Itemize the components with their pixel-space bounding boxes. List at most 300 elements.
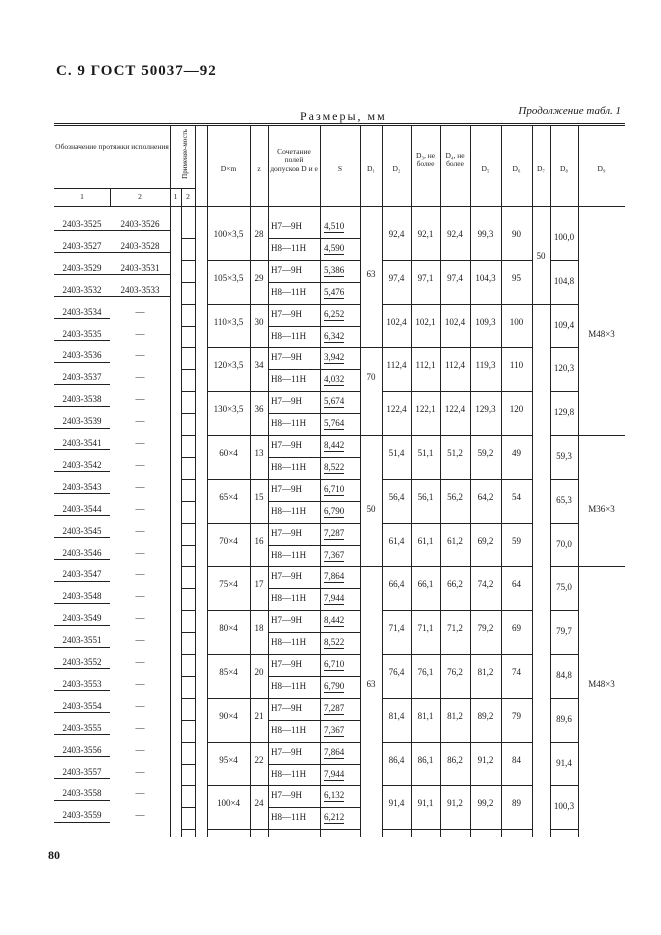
d3-value: 56,1 (417, 491, 434, 502)
tolerance-combo: H8—11H (271, 549, 307, 560)
d5-value: 64,2 (477, 491, 494, 502)
rule-line (268, 369, 360, 370)
col-header-d7: D₇ (536, 164, 546, 173)
d4-value: 76,2 (447, 667, 463, 678)
d5-value: 99,3 (477, 229, 494, 240)
rule-line (268, 326, 360, 327)
rule-line (550, 479, 578, 480)
d8-value: 70,0 (556, 538, 572, 549)
col-sub-2: 2 (138, 192, 142, 201)
col-header-d6: D₆ (512, 164, 521, 173)
rule-line (382, 610, 532, 611)
designation-2: — (135, 766, 145, 777)
d3-value: 122,1 (415, 404, 436, 415)
rule-line (550, 304, 578, 305)
dxm-value: 60×4 (219, 448, 238, 459)
tolerance-combo: H7—9H (271, 264, 302, 275)
rule-line (268, 413, 360, 414)
col-header-d9: D₉ (597, 164, 606, 173)
d6-value: 95 (512, 272, 521, 283)
s-value: 6,212 (324, 812, 345, 823)
dxm-value: 95×4 (219, 754, 238, 765)
dxm-value: 100×4 (216, 798, 241, 809)
designation-1: 2403-3538 (54, 395, 110, 406)
designation-2: — (135, 547, 145, 558)
d8-value: 129,8 (553, 407, 575, 418)
designation-1: 2403-3558 (54, 789, 110, 800)
d6-value: 49 (512, 448, 521, 459)
designation-1: 2403-3556 (54, 746, 110, 757)
rule-line (181, 238, 195, 239)
rule-line (268, 238, 360, 239)
rule-line (382, 523, 532, 524)
rule-line (382, 479, 532, 480)
d6-value: 100 (509, 316, 524, 327)
column-rule (181, 188, 182, 837)
dxm-value: 75×4 (219, 579, 238, 590)
d5-value: 59,2 (477, 448, 494, 459)
rule-line (181, 304, 195, 305)
s-value: 6,790 (324, 680, 345, 691)
col-header-d1: D₁ (366, 164, 376, 173)
s-value: 7,287 (324, 527, 345, 538)
rule-line (382, 566, 532, 567)
col-header-d3: D₃, не более (415, 151, 436, 169)
d6-value: 64 (512, 579, 521, 590)
s-value: 6,342 (324, 330, 345, 341)
column-rule (578, 125, 579, 837)
rule-line (550, 742, 578, 743)
s-value: 4,510 (324, 221, 345, 231)
d2-value: 91,4 (388, 798, 405, 809)
d2-value: 56,4 (388, 491, 405, 502)
col-header-d5: D₅ (481, 164, 490, 173)
dimensions-caption: Размеры, мм (300, 109, 387, 123)
designation-2: — (135, 744, 145, 755)
designation-1: 2403-3535 (54, 330, 110, 341)
rule-line (181, 479, 195, 480)
rule-line (268, 829, 360, 830)
tolerance-combo: H7—9H (271, 527, 302, 538)
designation-2: — (135, 372, 145, 383)
s-value: 4,590 (324, 242, 345, 253)
tolerance-combo: H8—11H (271, 242, 307, 253)
tolerance-combo: H8—11H (271, 812, 307, 823)
column-rule (268, 125, 269, 837)
d9-value-b: M36×3 (588, 503, 615, 514)
dxm-value: 65×4 (219, 491, 238, 502)
d3-value: 61,1 (417, 535, 434, 546)
rule-line (181, 347, 195, 348)
dxm-value: 110×3,5 (213, 316, 244, 327)
d8-value: 79,7 (556, 626, 572, 637)
d4-value: 92,4 (447, 229, 463, 240)
rule-line (268, 523, 360, 524)
rule-line (181, 610, 195, 611)
rule-line (382, 829, 532, 830)
rule-line (578, 435, 625, 436)
d5-value: 69,2 (477, 535, 494, 546)
rule-line (181, 588, 195, 589)
z-value: 18 (254, 623, 264, 634)
rule-line (207, 479, 268, 480)
designation-2: 2403-3531 (110, 264, 170, 275)
rule-line (360, 566, 382, 567)
rule-line (181, 654, 195, 655)
rule-line (181, 742, 195, 743)
d6-value: 89 (512, 798, 521, 809)
tolerance-combo: H7—9H (271, 615, 302, 626)
designation-2: 2403-3528 (110, 242, 170, 253)
designation-2: — (135, 481, 145, 492)
column-rule (360, 125, 361, 837)
d1-value-b: 70 (366, 372, 376, 383)
rule-line (382, 435, 532, 436)
s-value: 5,386 (324, 264, 345, 275)
d5-value: 91,2 (477, 754, 494, 765)
rule-line (268, 588, 360, 589)
d8-value: 91,4 (556, 757, 572, 768)
designation-2: — (135, 438, 145, 448)
rule-line (382, 698, 532, 699)
d2-value: 51,4 (388, 448, 405, 459)
designation-2: — (135, 525, 145, 536)
col-app-1: 1 (173, 192, 178, 201)
d3-value: 102,1 (415, 316, 436, 327)
s-value: 8,442 (324, 440, 345, 450)
designation-1: 2403-3532 (54, 286, 110, 297)
d4-value: 61,2 (447, 535, 463, 546)
rule-line (268, 304, 360, 305)
d2-value: 66,4 (388, 579, 405, 590)
d4-value: 102,4 (444, 316, 466, 327)
designation-1: 2403-3541 (54, 439, 110, 450)
rule-line (360, 435, 382, 436)
d5-value: 99,2 (477, 798, 494, 809)
s-value: 3,942 (324, 352, 345, 363)
designation-2: — (135, 788, 145, 799)
rule-line (268, 347, 360, 348)
rule-line (54, 188, 195, 189)
d5-value: 79,2 (477, 623, 494, 634)
rule-line (268, 391, 360, 392)
rule-line (550, 260, 578, 261)
rule-line (181, 501, 195, 502)
tolerance-combo: H7—9H (271, 440, 302, 450)
dxm-value: 120×3,5 (213, 360, 244, 371)
rule-line (268, 610, 360, 611)
designation-1: 2403-3559 (54, 811, 110, 822)
designation-2: — (135, 306, 145, 317)
d7-value: 50 (536, 250, 546, 261)
rule-line (268, 479, 360, 480)
designation-1: 2403-3555 (54, 724, 110, 735)
rule-line (181, 282, 195, 283)
designation-1: 2403-3549 (54, 614, 110, 625)
column-rule (532, 125, 533, 837)
tolerance-combo: H7—9H (271, 659, 302, 669)
rule-line (532, 304, 550, 305)
d8-value: 84,8 (556, 670, 572, 681)
s-value: 6,790 (324, 505, 345, 516)
rule-line (550, 566, 578, 567)
z-value: 28 (254, 229, 264, 240)
rule-line (382, 785, 532, 786)
tolerance-combo: H8—11H (271, 330, 307, 341)
col-header-d4: D₄, не более (445, 151, 465, 169)
tolerance-combo: H7—9H (271, 790, 302, 801)
col-header-z: z (257, 164, 261, 173)
s-value: 8,522 (324, 637, 345, 648)
s-value: 6,132 (324, 790, 345, 801)
designation-1: 2403-3534 (54, 308, 110, 319)
designation-2: — (135, 613, 145, 624)
tolerance-combo: H7—9H (271, 352, 302, 363)
z-value: 36 (254, 404, 264, 415)
d8-value: 75,0 (556, 582, 572, 593)
rule-line (268, 742, 360, 743)
designation-2: — (135, 700, 145, 711)
rule-line (207, 347, 268, 348)
rule-line (181, 785, 195, 786)
rule-line (181, 545, 195, 546)
rule-line (268, 785, 360, 786)
rule-line (207, 260, 268, 261)
dxm-value: 70×4 (219, 535, 238, 546)
rule-line (181, 829, 195, 830)
designation-1: 2403-3546 (54, 549, 110, 560)
d4-value: 86,2 (447, 754, 463, 765)
z-value: 30 (254, 316, 264, 327)
s-value: 7,287 (324, 702, 345, 713)
col-sub-1: 1 (80, 192, 84, 201)
rule-line (550, 654, 578, 655)
column-rule (550, 125, 551, 837)
rule-line (268, 566, 360, 567)
s-value: 7,944 (324, 593, 345, 604)
designation-2: — (135, 678, 145, 689)
designation-2: — (135, 591, 145, 602)
d8-value: 59,3 (556, 451, 572, 462)
rule-line (207, 654, 268, 655)
designation-1: 2403-3557 (54, 768, 110, 779)
d8-value: 100,0 (553, 232, 575, 243)
rule-line (268, 764, 360, 765)
col-header-d2: D₂ (392, 164, 401, 173)
rule-line (268, 545, 360, 546)
rule-line (181, 413, 195, 414)
d6-value: 84 (512, 754, 521, 765)
d3-value: 91,1 (417, 798, 434, 809)
rule-line (550, 391, 578, 392)
d8-value: 109,4 (553, 319, 575, 330)
d8-value: 120,3 (553, 363, 575, 374)
designation-1: 2403-3527 (54, 242, 110, 253)
designation-1: 2403-3548 (54, 592, 110, 603)
d5-value: 119,3 (475, 360, 496, 371)
z-value: 21 (254, 710, 264, 721)
page-header-title: С. 9 ГОСТ 50037—92 (56, 63, 217, 79)
rule-line (382, 347, 532, 348)
s-value: 7,367 (324, 724, 345, 735)
dxm-value: 85×4 (219, 667, 238, 678)
s-value: 6,710 (324, 483, 345, 494)
z-value: 24 (254, 798, 264, 809)
rule-line (181, 698, 195, 699)
d8-value: 104,8 (553, 275, 575, 286)
rule-line (181, 435, 195, 436)
d5-value: 104,3 (475, 272, 496, 283)
d4-value: 56,2 (447, 491, 463, 502)
d5-value: 81,2 (477, 667, 494, 678)
designation-2: 2403-3533 (110, 286, 170, 297)
column-rule (170, 125, 171, 837)
rule-line (268, 807, 360, 808)
rule-line (268, 654, 360, 655)
z-value: 13 (254, 448, 264, 459)
d3-value: 92,1 (417, 229, 434, 240)
designation-1: 2403-3547 (54, 570, 110, 581)
rule-line (550, 523, 578, 524)
d2-value: 112,4 (386, 360, 407, 371)
rule-line (268, 632, 360, 633)
d8-value: 65,3 (556, 494, 572, 505)
d9-value-c: M48×3 (588, 678, 615, 689)
d5-value: 89,2 (477, 710, 494, 721)
designation-1: 2403-3544 (54, 505, 110, 516)
designation-2: — (135, 569, 145, 580)
d4-value: 51,2 (447, 448, 463, 459)
designation-2: — (135, 394, 145, 405)
rule-line (181, 807, 195, 808)
tolerance-combo: H7—9H (271, 746, 302, 757)
rule-line (268, 457, 360, 458)
d4-value: 112,4 (445, 360, 465, 371)
designation-1: 2403-3545 (54, 527, 110, 538)
tolerance-combo: H8—11H (271, 286, 307, 297)
dxm-value: 100×3,5 (213, 229, 244, 240)
rule-line (54, 206, 625, 207)
tolerance-combo: H7—9H (271, 483, 302, 494)
designation-2: — (135, 350, 145, 361)
d4-value: 71,2 (447, 623, 463, 634)
d3-value: 51,1 (417, 448, 434, 459)
col-header-tolerance: Сочетание полей допусков D и e (270, 147, 318, 173)
rule-line (550, 435, 578, 436)
dxm-value: 130×3,5 (213, 404, 244, 415)
d4-value: 122,4 (444, 404, 466, 415)
d4-value: 81,2 (447, 710, 463, 721)
rule-line (550, 610, 578, 611)
designation-2: — (135, 722, 145, 733)
rule-line (268, 260, 360, 261)
d3-value: 81,1 (417, 710, 434, 721)
designation-2: — (135, 657, 145, 667)
rule-line (181, 720, 195, 721)
rule-line (550, 829, 578, 830)
tolerance-combo: H7—9H (271, 702, 302, 713)
tolerance-combo: H8—11H (271, 768, 307, 779)
rule-line (550, 785, 578, 786)
d2-value: 76,4 (388, 667, 405, 678)
designation-1: 2403-3553 (54, 680, 110, 691)
d2-value: 102,4 (386, 316, 407, 327)
col-header-d8: D₈ (559, 164, 569, 173)
z-value: 15 (254, 491, 264, 502)
rule-line (181, 523, 195, 524)
col-header-designation: Обозначение протяжки исполнения (55, 142, 169, 151)
column-rule (320, 125, 321, 837)
dxm-value: 105×3,5 (213, 272, 244, 283)
d2-value: 61,4 (388, 535, 405, 546)
designation-1: 2403-3554 (54, 702, 110, 713)
rule-line (181, 326, 195, 327)
z-value: 29 (254, 272, 264, 283)
rule-line (382, 260, 532, 261)
dxm-value: 80×4 (219, 623, 238, 634)
tolerance-combo: H8—11H (271, 374, 307, 385)
rule-line (207, 566, 268, 567)
s-value: 5,674 (324, 396, 345, 407)
rule-line (207, 785, 268, 786)
rule-line (181, 260, 195, 261)
d3-value: 76,1 (417, 667, 434, 678)
d4-value: 91,2 (447, 798, 463, 809)
rule-line (382, 304, 532, 305)
d2-value: 86,4 (388, 754, 405, 765)
d5-value: 109,3 (475, 316, 496, 327)
designation-1: 2403-3551 (54, 636, 110, 647)
rule-line (181, 764, 195, 765)
s-value: 8,442 (324, 615, 345, 626)
d6-value: 54 (512, 491, 521, 502)
d6-value: 110 (509, 360, 524, 371)
designation-1: 2403-3539 (54, 417, 110, 428)
designation-1: 2403-3525 (54, 220, 110, 231)
d6-value: 69 (512, 623, 521, 634)
s-value: 5,476 (324, 286, 345, 297)
rule-line (268, 282, 360, 283)
table-continuation-note: Продолжение табл. 1 (518, 105, 621, 117)
s-value: 6,252 (324, 308, 345, 319)
rule-line (360, 347, 382, 348)
col-header-s: S (337, 164, 343, 173)
designation-1: 2403-3543 (54, 483, 110, 494)
tolerance-combo: H8—11H (271, 637, 307, 648)
rule-line (382, 654, 532, 655)
rule-line (181, 457, 195, 458)
dxm-value: 90×4 (219, 710, 238, 721)
designation-1: 2403-3529 (54, 264, 110, 275)
d6-value: 74 (512, 667, 521, 678)
d1-value-d: 63 (366, 678, 376, 689)
rule-line (207, 391, 268, 392)
designation-2: — (135, 459, 145, 470)
d5-value: 74,2 (477, 579, 494, 590)
s-value: 7,864 (324, 746, 345, 757)
tolerance-combo: H7—9H (271, 396, 302, 407)
s-value: 4,032 (324, 374, 345, 385)
d6-value: 59 (512, 535, 521, 546)
d4-value: 66,2 (447, 579, 463, 590)
rule-line (181, 391, 195, 392)
rule-line (207, 435, 268, 436)
rule-line (268, 501, 360, 502)
d3-value: 66,1 (417, 579, 434, 590)
col-header-applicability: Применяе-мость (181, 129, 189, 179)
d4-value: 97,4 (447, 272, 463, 283)
z-value: 16 (254, 535, 264, 546)
